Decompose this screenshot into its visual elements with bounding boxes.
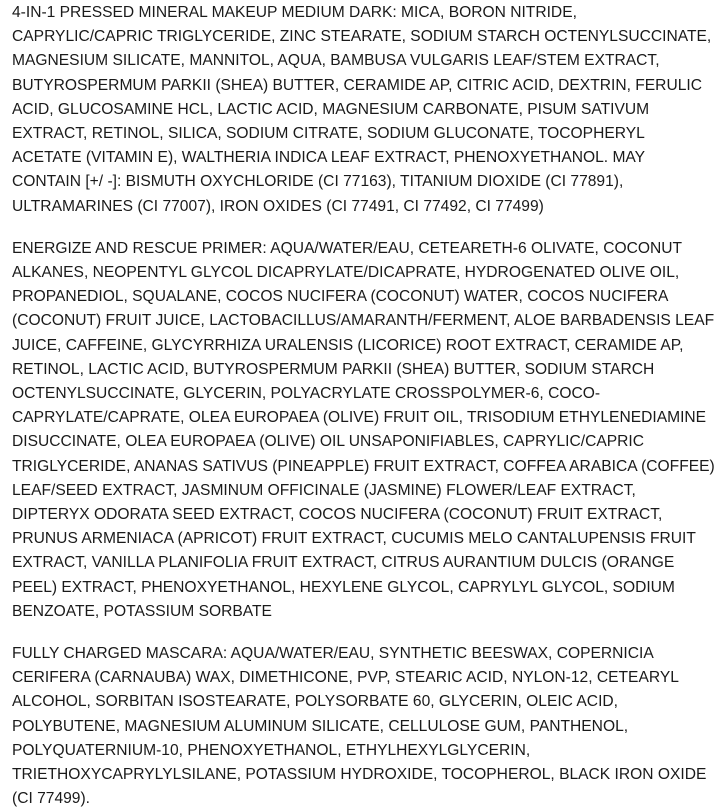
mineral-makeup-ingredients-paragraph: 4-IN-1 PRESSED MINERAL MAKEUP MEDIUM DARK: MICA, BORON NITRIDE, CAPRYLIC/CAPRIC TRIGLYCERIDE, ZINC STEARATE, SODIUM STARCH OCTENYLSUCCINATE, MAGNESIUM SILICATE, MANNITOL, AQUA, BAMBUSA VULGARIS LEAF/STEM EXTRACT, BUTYROSPERMUM PARKII (SHEA) BUTTER, CERAMIDE AP, CITRIC ACID, DEXTRIN, FERULIC ACID, GLUCOSAMINE HCL, LACTIC ACID, MAGNESIUM CARBONATE, PISUM SATIVUM EXTRACT, RETINOL, SILICA, SODIUM CITRATE, SODIUM GLUCONATE, TOCOPHERYL ACETATE (VITAMIN E), WALTHERIA INDICA LEAF EXTRACT, PHENOXYETHANOL. MAY CONTAIN [+/ -]: BISMUTH OXYCHLORIDE (CI 77163), TITANIUM DIOXIDE (CI 77891), ULTRAMARINES (CI 77007), IRON OXIDES (CI 77491, CI 77492, CI 77499)	[12, 4, 712, 215]
primer-ingredients-paragraph: ENERGIZE AND RESCUE PRIMER: AQUA/WATER/EAU, CETEARETH-6 OLIVATE, COCONUT ALKANES, NEOPENTYL GLYCOL DICAPRYLATE/DICAPRATE, HYDROGENATED OLIVE OIL, PROPANEDIOL, SQUALANE, COCOS NUCIFERA (COCONUT) WATER, COCOS NUCIFERA (COCONUT) FRUIT JUICE, LACTOBACILLUS/AMARANTH/FERMENT, ALOE BARBADENSIS LEAF JUICE, CAFFEINE, GLYCYRRHIZA URALENSIS (LICORICE) ROOT EXTRACT, CERAMIDE AP, RETINOL, LACTIC ACID, BUTYROSPERMUM PARKII (SHEA) BUTTER, SODIUM STARCH OCTENYLSUCCINATE, GLYCERIN, POLYACRYLATE CROSSPOLYMER-6, COCO-CAPRYLATE/CAPRATE, OLEA EUROPAEA (OLIVE) FRUIT OIL, TRISODIUM ETHYLENEDIAMINE DISUCCINATE, OLEA EUROPAEA (OLIVE) OIL UNSAPONIFIABLES, CAPRYLIC/CAPRIC TRIGLYCERIDE, ANANAS SATIVUS (PINEAPPLE) FRUIT EXTRACT, COFFEA ARABICA (COFFEE) LEAF/SEED EXTRACT, JASMINUM OFFICINALE (JASMINE) FLOWER/LEAF EXTRACT, DIPTERYX ODORATA SEED EXTRACT, COCOS NUCIFERA (COCONUT) FRUIT EXTRACT, PRUNUS ARMENIACA (APRICOT) FRUIT EXTRACT, CUCUMIS MELO CANTALUPENSIS FRUIT EXTRACT, VANILLA PLANIFOLIA FRUIT EXTRACT, CITRUS AURANTIUM DULCIS (ORANGE PEEL) EXTRACT, PHENOXYETHANOL, HEXYLENE GLYCOL, CAPRYLYL GLYCOL, SODIUM BENZOATE, POTASSIUM SORBATE	[12, 239, 715, 620]
ingredients-document	[12, 0, 717, 812]
mascara-ingredients-paragraph: FULLY CHARGED MASCARA: AQUA/WATER/EAU, SYNTHETIC BEESWAX, COPERNICIA CERIFERA (CARNAUBA) WAX, DIMETHICONE, PVP, STEARIC ACID, NYLON-12, CETEARYL ALCOHOL, SORBITAN ISOSTEARATE, POLYSORBATE 60, GLYCERIN, OLEIC ACID, POLYBUTENE, MAGNESIUM ALUMINUM SILICATE, CELLULOSE GUM, PANTHENOL, POLYQUATERNIUM-10, PHENOXYETHANOL, ETHYLHEXYLGLYCERIN, TRIETHOXYCAPRYLYLSILANE, POTASSIUM HYDROXIDE, TOCOPHEROL, BLACK IRON OXIDE (CI 77499).	[12, 645, 707, 808]
